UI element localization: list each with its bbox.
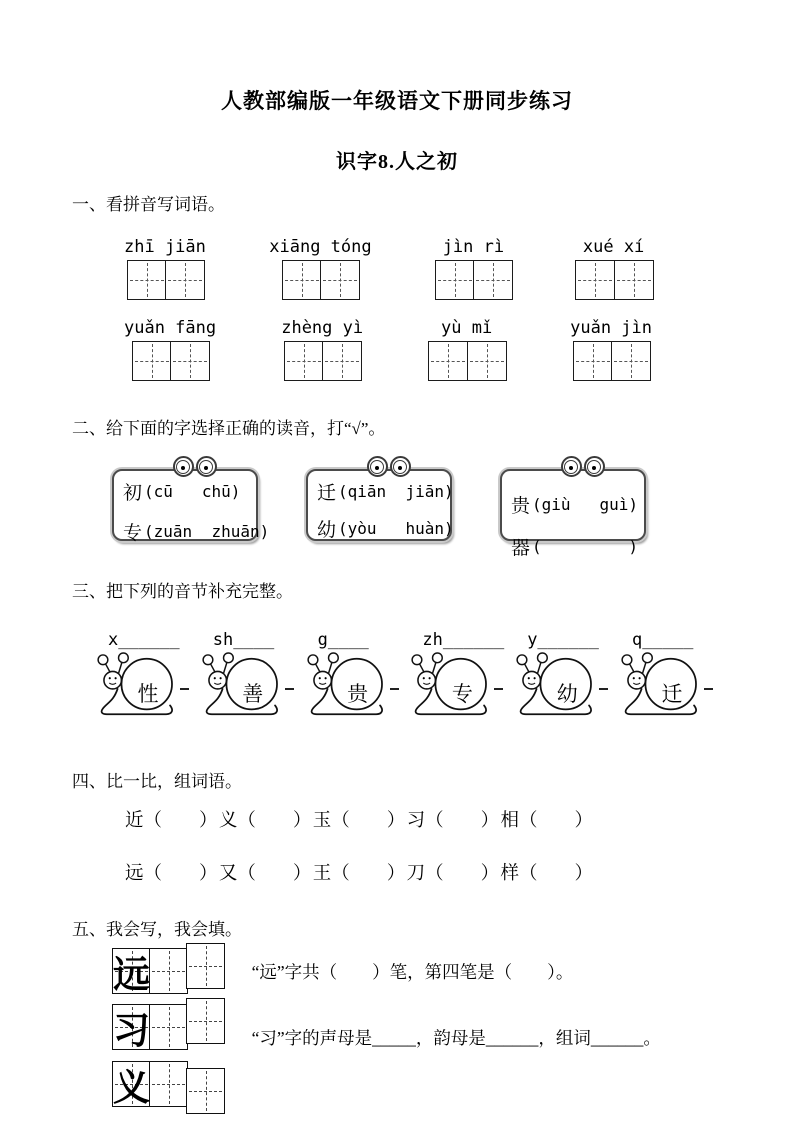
writing-cell (186, 943, 225, 989)
pronunciation-box (112, 469, 270, 544)
pinyin-label: zhī jiān (124, 237, 206, 257)
syllable-slot (612, 630, 710, 722)
pinyin-label: jìn rì (442, 237, 505, 257)
compare-bracket: （ ） (143, 811, 218, 831)
pronunciation-box (500, 469, 646, 559)
writing-grid (282, 260, 359, 300)
pinyin-label: xué xí (582, 237, 645, 257)
pinyin-word (124, 318, 216, 381)
syllable-label: y______ (527, 630, 599, 650)
stroke-grid (112, 1061, 224, 1107)
snail-character: 贵 (347, 682, 369, 706)
writing-grid (575, 260, 652, 300)
compare-row-1 (125, 806, 593, 832)
writing-grid (132, 341, 209, 381)
writing-cell (467, 341, 507, 381)
dash-mark (180, 688, 189, 690)
compare-bracket: （ ） (518, 811, 593, 831)
compare-char: 样 (500, 864, 519, 884)
write-row-2 (112, 1004, 794, 1050)
compare-char: 王 (312, 864, 332, 884)
writing-grid (573, 341, 650, 381)
grid-char-cell (112, 948, 151, 994)
pinyin-label: yuǎn jìn (570, 318, 652, 338)
write-row-3 (112, 1061, 794, 1107)
pupil-icon (569, 466, 573, 470)
pinyin-word (281, 318, 363, 381)
choice-char: 专 (123, 522, 143, 544)
eye-icon (196, 456, 217, 477)
stroke-grid (112, 1004, 224, 1050)
snail-illustration (193, 652, 291, 722)
snail-illustration (88, 652, 186, 722)
eye-icon (173, 456, 194, 477)
snail-illustration (298, 652, 396, 722)
doc-subtitle: 识字8.人之初 (336, 151, 458, 173)
compare-item (407, 859, 500, 885)
compare-item (125, 859, 218, 885)
writing-cell (322, 341, 362, 381)
dash-mark (390, 688, 399, 690)
stroke-grid (112, 948, 224, 994)
syllable-label: q_____ (631, 630, 694, 650)
pupil-icon (181, 466, 185, 470)
compare-item (313, 806, 406, 832)
writing-cell (149, 1004, 188, 1050)
pinyin-word (124, 237, 206, 300)
pupil-icon (398, 466, 402, 470)
grid-char-cell (112, 1061, 151, 1107)
writing-grid (127, 260, 204, 300)
dash-mark (285, 688, 294, 690)
compare-char: 义 (218, 811, 238, 831)
syllable-slots (88, 630, 710, 722)
dash-mark (599, 688, 608, 690)
syllable-slot (193, 630, 291, 722)
pronunciation-box (306, 469, 452, 541)
choice-line (511, 489, 640, 519)
snail-illustration (402, 652, 500, 722)
section-5-heading: 五、我会写，我会填。 (72, 920, 242, 939)
choice-options: (cū chū) (144, 481, 241, 501)
writing-cell (320, 260, 360, 300)
pinyin-word (435, 237, 512, 300)
choice-options: ( ) (532, 536, 638, 556)
writing-cell (575, 260, 615, 300)
syllable-label: g____ (317, 630, 369, 650)
compare-char: 习 (406, 811, 426, 831)
choice-options: (giù guì) (532, 494, 638, 514)
compare-bracket: （ ） (237, 864, 312, 884)
dash-mark (704, 688, 713, 690)
compare-char: 刀 (406, 864, 426, 884)
compare-row-2 (125, 859, 593, 885)
syllable-slot (507, 630, 605, 722)
question-text: “远”字共（ ）笔，第四笔是（ ）。 (251, 961, 574, 982)
snail-illustration (507, 652, 605, 722)
choice-options: (qiān jiān) (338, 481, 454, 501)
snail-illustration (612, 652, 710, 722)
snail-character: 迁 (661, 682, 683, 706)
choice-line (511, 531, 640, 561)
grid-character: 远 (113, 955, 150, 996)
compare-item (500, 806, 593, 832)
section-3-heading: 三、把下列的音节补充完整。 (72, 582, 293, 601)
pinyin-word (428, 318, 505, 381)
compare-item (500, 859, 593, 885)
choice-char: 贵 (511, 495, 531, 517)
syllable-slot (298, 630, 396, 722)
compare-bracket: （ ） (518, 864, 593, 884)
eye-icon (367, 456, 388, 477)
eye-icon (390, 456, 411, 477)
section-4-heading: 四、比一比，组词语。 (72, 772, 242, 791)
grid-character: 习 (113, 1011, 150, 1052)
grid-char-cell (112, 1004, 151, 1050)
compare-item (125, 806, 218, 832)
writing-cell (473, 260, 513, 300)
compare-bracket: （ ） (143, 864, 218, 884)
pupil-icon (204, 466, 208, 470)
doc-title: 人教部编版一年级语文下册同步练习 (221, 89, 573, 113)
writing-cell (611, 341, 651, 381)
choice-char: 初 (123, 482, 143, 504)
question-text: “习”字的声母是_____，韵母是______，组词______。 (251, 1028, 661, 1048)
pupil-icon (592, 466, 596, 470)
compare-char: 远 (125, 864, 144, 884)
section-2-heading: 二、给下面的字选择正确的读音，打“√”。 (72, 419, 386, 438)
compare-char: 近 (125, 811, 144, 831)
pinyin-label: zhèng yì (281, 318, 364, 338)
writing-cell (282, 260, 322, 300)
snail-character: 幼 (556, 682, 578, 706)
writing-cell (573, 341, 613, 381)
pinyin-word (269, 237, 371, 300)
writing-cell (149, 948, 188, 994)
compare-char: 又 (218, 864, 238, 884)
snail-character: 专 (451, 682, 473, 706)
snail-character: 性 (137, 682, 159, 706)
eye-icon (561, 456, 582, 477)
dash-mark (494, 688, 503, 690)
compare-char: 相 (500, 811, 519, 831)
compare-item (219, 806, 312, 832)
compare-char: 玉 (312, 811, 332, 831)
compare-bracket: （ ） (425, 864, 500, 884)
compare-bracket: （ ） (237, 811, 312, 831)
writing-grid (435, 260, 512, 300)
pinyin-row-2 (124, 318, 652, 381)
writing-cell (435, 260, 475, 300)
writing-cell (132, 341, 172, 381)
pinyin-label: yuǎn fāng (124, 318, 217, 338)
pinyin-word (570, 318, 652, 381)
snail-character: 善 (242, 682, 264, 706)
writing-cell (614, 260, 654, 300)
box-eyes (561, 456, 605, 477)
writing-cell (186, 1068, 225, 1114)
writing-cell (428, 341, 468, 381)
writing-cell (186, 998, 225, 1044)
choice-options: (zuān zhuān) (144, 521, 270, 541)
writing-cell (284, 341, 324, 381)
pinyin-row-1 (124, 237, 652, 300)
syllable-label: zh______ (422, 630, 505, 650)
writing-grid (284, 341, 361, 381)
writing-cell (149, 1061, 188, 1107)
syllable-label: sh____ (212, 630, 275, 650)
choice-line (123, 476, 252, 506)
section-1-heading: 一、看拼音写词语。 (72, 195, 225, 214)
choice-line (317, 513, 454, 543)
pinyin-label: yù mǐ (441, 318, 493, 338)
writing-cell (127, 260, 167, 300)
eye-icon (584, 456, 605, 477)
syllable-slot (88, 630, 186, 722)
compare-item (313, 859, 406, 885)
choice-char: 幼 (317, 519, 337, 541)
syllable-label: x______ (108, 630, 180, 650)
pupil-icon (375, 466, 379, 470)
box-eyes (173, 456, 217, 477)
syllable-slot (402, 630, 505, 722)
box-eyes (367, 456, 411, 477)
choice-char: 迁 (317, 482, 337, 504)
grid-character: 义 (113, 1068, 150, 1109)
write-row-1 (112, 948, 794, 994)
pronunciation-boxes (112, 439, 794, 559)
pinyin-word (575, 237, 652, 300)
compare-bracket: （ ） (331, 811, 406, 831)
compare-bracket: （ ） (331, 864, 406, 884)
choice-line (317, 476, 454, 506)
pinyin-label: xiāng tóng (269, 237, 372, 257)
compare-item (407, 806, 500, 832)
choice-line (123, 516, 270, 546)
choice-options: (yòu huàn) (338, 518, 454, 538)
writing-grid (428, 341, 505, 381)
compare-item (219, 859, 312, 885)
writing-cell (170, 341, 210, 381)
writing-cell (165, 260, 205, 300)
compare-bracket: （ ） (425, 811, 500, 831)
choice-char: 器 (511, 537, 531, 559)
